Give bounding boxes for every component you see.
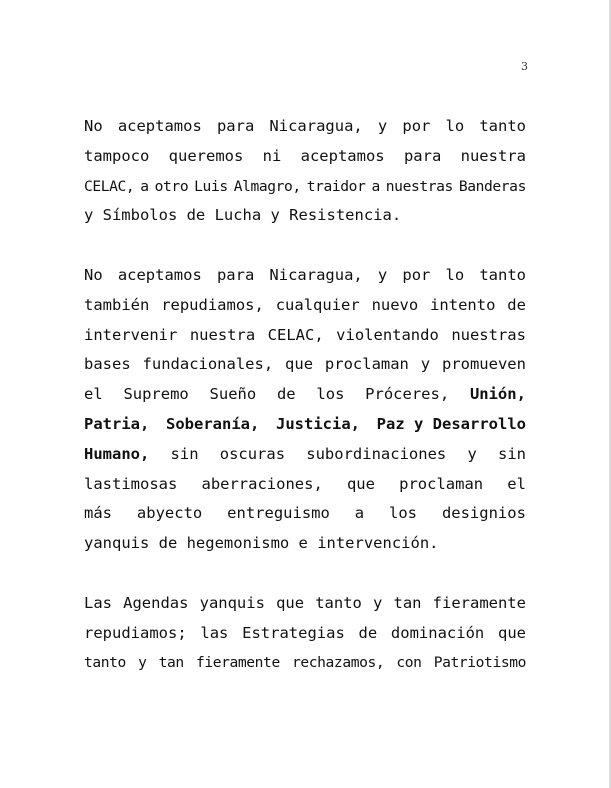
word: nuevo: [371, 295, 419, 314]
word: Almagro,: [233, 177, 301, 195]
word: para: [216, 117, 255, 135]
word: sin: [170, 444, 199, 463]
text-line: [84, 291, 526, 321]
text-line: [84, 142, 526, 172]
word: lastimosas: [84, 474, 178, 493]
text-line: [84, 321, 526, 351]
word: fieramente: [432, 593, 526, 612]
word: más: [84, 504, 112, 523]
word: Nicaragua,: [269, 117, 363, 135]
word: Supremo: [123, 385, 189, 404]
word: violentando: [336, 325, 439, 344]
word: bases: [84, 355, 131, 374]
word: de: [158, 534, 178, 553]
word: los: [389, 504, 418, 523]
paragraph-2: [84, 261, 526, 559]
word: tanto: [84, 654, 126, 672]
word: a: [140, 177, 149, 195]
word: Próceres,: [365, 385, 450, 404]
word: y: [138, 654, 147, 672]
text-line: [84, 350, 526, 380]
word: oscuras: [219, 444, 286, 463]
word: Banderas: [458, 177, 526, 195]
word: ni: [262, 146, 282, 165]
word: Símbolos: [102, 206, 178, 225]
word: lo: [445, 117, 465, 135]
word: también: [84, 295, 150, 314]
word: repudiamos;: [84, 623, 187, 642]
word: tanto: [479, 117, 526, 135]
word: repudiamos,: [161, 295, 264, 314]
text-line: [84, 112, 526, 142]
text-line: [84, 589, 526, 619]
word: intervención.: [317, 534, 439, 553]
word: que: [276, 593, 305, 612]
word: que: [346, 474, 375, 493]
word: Lucha: [214, 206, 262, 225]
word: a: [371, 177, 380, 195]
word: sin: [498, 444, 526, 463]
word: y: [84, 206, 94, 225]
word: intervenir: [84, 325, 178, 344]
word: queremos: [168, 146, 244, 165]
word: Sueño: [209, 385, 257, 404]
word: tanto: [315, 593, 362, 612]
word: y: [373, 593, 383, 612]
word: rechazamos,: [292, 654, 385, 672]
word: entreguismo: [227, 504, 330, 523]
word: y: [420, 355, 431, 374]
word: subordinaciones: [306, 444, 447, 463]
text-line: [84, 201, 526, 231]
word: los: [316, 385, 345, 404]
word: aberraciones,: [201, 474, 323, 493]
paragraph-spacer: [84, 231, 526, 261]
bold-word: Justicia,: [276, 414, 360, 433]
word: fundacionales,: [142, 355, 274, 374]
word: dominación: [390, 623, 485, 642]
word: proclaman: [399, 474, 484, 493]
word: y: [377, 117, 388, 135]
text-line: [84, 619, 526, 649]
word: Patriotismo: [433, 654, 526, 672]
word: Estrategias: [242, 623, 345, 642]
text-line-bold: [84, 410, 526, 440]
word: tampoco: [84, 146, 150, 165]
word: abyecto: [136, 504, 203, 523]
bold-word: Patria,: [84, 414, 150, 433]
word: nuestra: [189, 325, 256, 344]
word: y: [270, 206, 280, 225]
word: con: [396, 654, 422, 672]
word: nuestra: [460, 146, 526, 165]
bold-word: Paz y Desarrollo: [376, 414, 526, 433]
word: yanquis: [199, 593, 265, 612]
word: Agendas: [123, 593, 189, 612]
word: por: [402, 117, 431, 135]
text-line: [84, 470, 526, 500]
word: a: [354, 504, 365, 523]
word: No: [84, 117, 103, 135]
word: para: [403, 146, 442, 165]
word: para: [216, 265, 255, 284]
word: e: [298, 534, 308, 553]
word: designios: [441, 504, 526, 523]
word: que: [285, 355, 314, 374]
text-line: [84, 172, 526, 202]
word: tanto: [479, 265, 526, 284]
word: de: [276, 385, 296, 404]
word: y: [467, 444, 477, 463]
page-number: 3: [521, 60, 528, 73]
word: las: [200, 623, 229, 642]
word: intento: [430, 295, 496, 314]
paragraph-spacer: [84, 559, 526, 589]
text-line: [84, 529, 526, 559]
text-line: [84, 261, 526, 291]
bold-word: Humano,: [84, 444, 150, 463]
word: No: [84, 265, 103, 284]
bold-word: Soberanía,: [166, 414, 260, 433]
word: fieramente: [195, 654, 280, 672]
bold-word: Unión,: [469, 385, 526, 404]
text-line: [84, 440, 526, 470]
word: promueven: [441, 355, 526, 374]
word: que: [497, 623, 526, 642]
word: el: [84, 385, 103, 404]
word: aceptamos: [117, 117, 202, 135]
word: de: [358, 623, 378, 642]
word: otro: [154, 177, 189, 195]
paragraph-3: [84, 589, 526, 678]
word: Las: [84, 593, 112, 612]
body-text: [84, 112, 526, 678]
word: y: [377, 265, 388, 284]
word: nuestras: [385, 177, 453, 195]
word: proclaman: [324, 355, 409, 374]
text-line: [84, 380, 526, 410]
word: de: [507, 295, 526, 314]
word: CELAC,: [84, 177, 135, 195]
word: aceptamos: [300, 146, 385, 165]
word: por: [402, 265, 431, 284]
paragraph-1: [84, 112, 526, 231]
text-line: [84, 499, 526, 529]
word: CELAC,: [267, 325, 324, 344]
word: tan: [393, 593, 422, 612]
word: Luis: [194, 177, 228, 195]
word: traidor: [306, 177, 366, 195]
word: lo: [445, 265, 465, 284]
text-line: [84, 648, 526, 678]
word: Resistencia.: [289, 206, 402, 225]
word: el: [507, 474, 526, 493]
word: tan: [158, 654, 184, 672]
word: cualquier: [275, 295, 360, 314]
word: nuestras: [451, 325, 526, 344]
word: Nicaragua,: [269, 265, 363, 284]
word: yanquis: [84, 534, 150, 553]
word: aceptamos: [117, 265, 202, 284]
word: de: [186, 206, 206, 225]
word: hegemonismo: [186, 534, 290, 553]
